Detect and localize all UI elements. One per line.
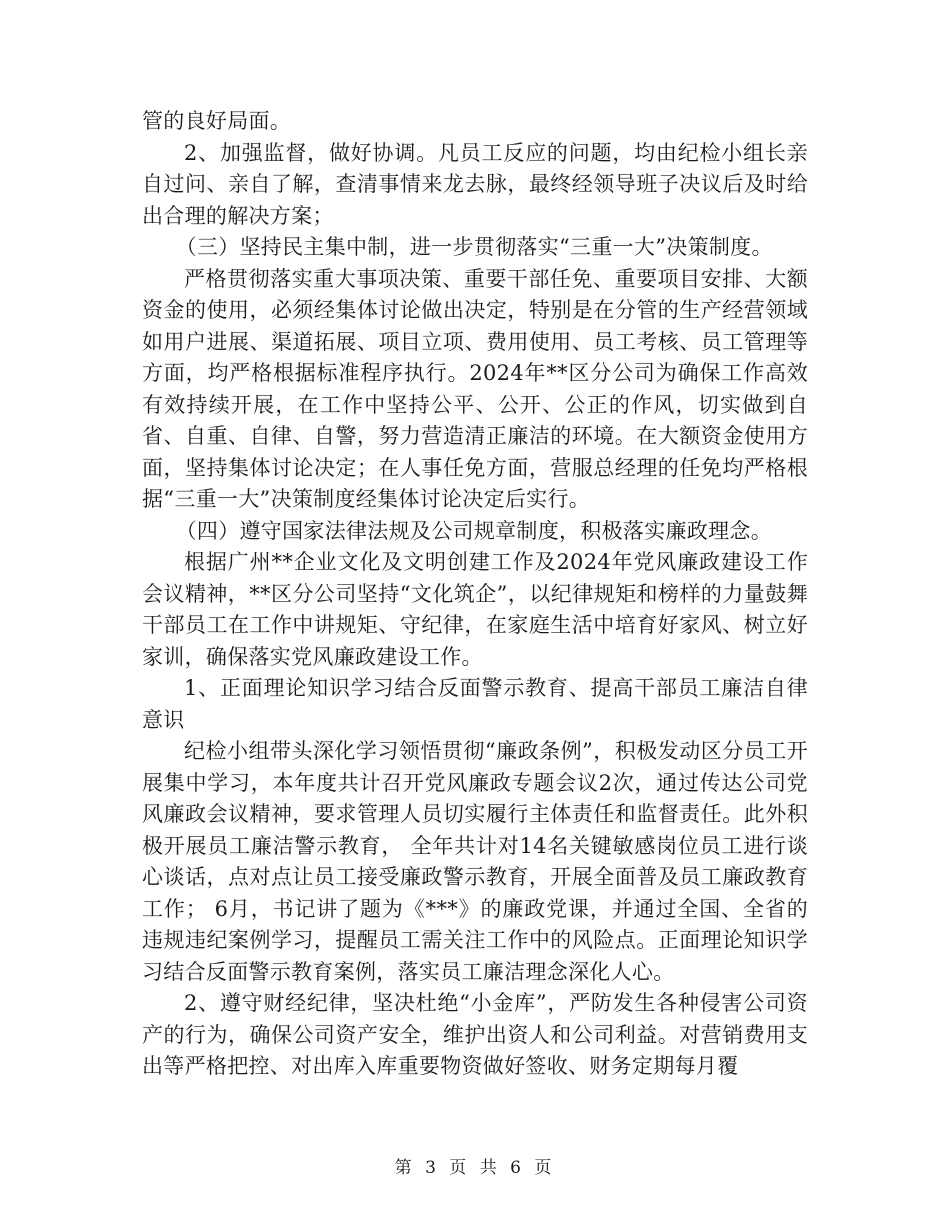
paragraph-continuation: 管的良好局面。	[142, 109, 292, 133]
paragraph-study: 纪检小组带头深化学习领悟贯彻“廉政条例”，积极发动区分员工开展集中学习，本年度共计召开党风廉政专题会议2次，通过传达公司党风廉政会议精神，要求管理人员切实履行主体责任和监督责任。此外积极开展员工廉洁警示教育， 全年共计对14名关键敏感岗位员工进行谈心谈话，点对点让员工接受廉政警示教育，开展全面普及员工廉政教育工作； 6月，书记讲了题为《***》的廉政党课，并通过全国、全省的违规违纪案例学习，提醒员工需关注工作中的风险点。正面理论知识学习结合反面警示教育案例，落实员工廉洁理念深化人心。	[142, 739, 808, 984]
section-heading-four: （四）遵守国家法律法规及公司规章制度，积极落实廉政理念。	[175, 518, 772, 543]
section-heading-three: （三）坚持民主集中制，进一步贯彻落实“三重一大”决策制度。	[175, 235, 773, 259]
paragraph-supervision: 2、加强监督，做好协调。凡员工反应的问题，均由纪检小组长亲自过问、亲自了解，查清事情来龙去脉，最终经领导班子决议后及时给出合理的解决方案；	[142, 140, 808, 228]
paragraph-decision-system: 严格贯彻落实重大事项决策、重要干部任免、重要项目安排、大额资金的使用，必须经集体讨论做出决定，特别是在分管的生产经营领域如用户进展、渠道拓展、项目立项、费用使用、员工考核、员工管理等方面，均严格根据标准程序执行。2024年**区分公司为确保工作高效有效持续开展，在工作中坚持公平、公开、公正的作风，切实做到自省、自重、自律、自警，努力营造清正廉洁的环境。在大额资金使用方面，坚持集体讨论决定；在人事任免方面，营服总经理的任免均严格根据“三重一大”决策制度经集体讨论决定后实行。	[142, 266, 808, 511]
document-body	[142, 106, 808, 1083]
paragraph-finance: 2、遵守财经纪律，坚决杜绝“小金库”，严防发生各种侵害公司资产的行为，确保公司资产安全，维护出资人和公司利益。对营销费用支出等严格把控、对出库入库重要物资做好签收、财务定期每月覆	[142, 991, 808, 1078]
paragraph-item-one-title: 1、正面理论知识学习结合反面警示教育、提高干部员工廉洁自律意识	[142, 676, 808, 732]
paragraph-culture: 根据广州**企业文化及文明创建工作及2024年党风廉政建设工作会议精神，**区分公司坚持“文化筑企”，以纪律规矩和榜样的力量鼓舞干部员工在工作中讲规矩、守纪律，在家庭生活中培育好家风、树立好家训，确保落实党风廉政建设工作。	[142, 550, 808, 669]
page-footer: 第 3 页 共 6 页	[394, 1158, 556, 1178]
